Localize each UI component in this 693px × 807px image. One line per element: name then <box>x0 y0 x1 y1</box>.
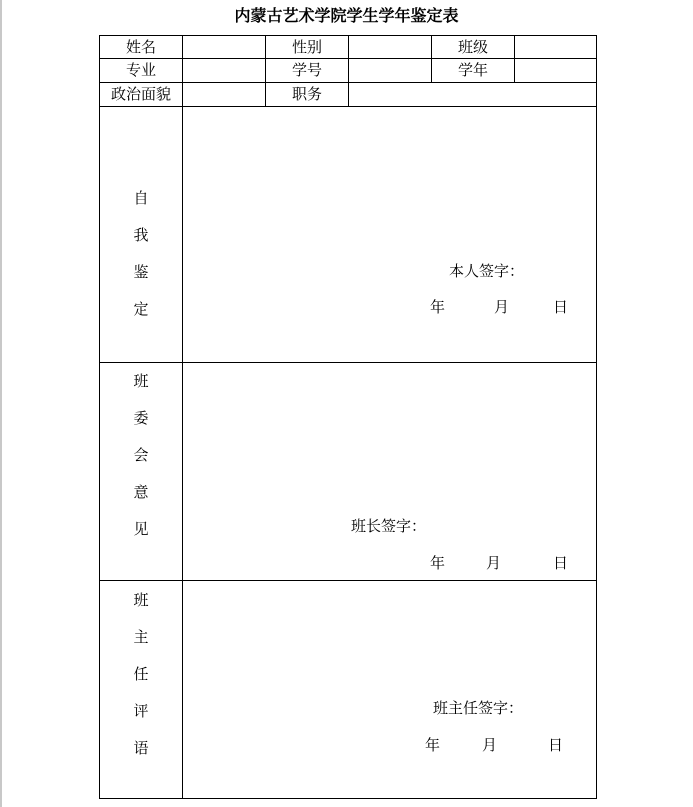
table-border-bottom <box>99 798 597 799</box>
table-border-right <box>596 35 597 799</box>
head-teacher-signature-label: 班主任签字： <box>433 699 524 717</box>
date-day: 日 <box>553 554 569 572</box>
school-year-label: 学年 <box>457 61 488 79</box>
label-char: 语 <box>133 739 149 757</box>
self-evaluation-area[interactable] <box>183 107 596 362</box>
label-char: 委 <box>133 409 149 427</box>
class-label: 班级 <box>457 38 488 56</box>
date-month: 月 <box>486 554 502 572</box>
class-field[interactable] <box>515 36 596 59</box>
teacher-comment-area[interactable] <box>183 581 596 798</box>
teacher-comment-label <box>100 588 182 773</box>
position-field[interactable] <box>349 83 596 106</box>
major-field[interactable] <box>183 59 265 82</box>
gender-label: 性别 <box>291 38 322 56</box>
self-evaluation-label <box>100 186 182 334</box>
label-char: 评 <box>133 702 149 720</box>
date-year: 年 <box>430 554 446 572</box>
date-day: 日 <box>553 298 569 316</box>
name-label: 姓名 <box>125 38 156 56</box>
self-signature-label: 本人签字： <box>449 262 525 280</box>
label-char: 见 <box>133 520 149 538</box>
date-year: 年 <box>430 298 446 316</box>
date-month: 月 <box>482 736 498 754</box>
date-year: 年 <box>425 736 441 754</box>
student-id-field[interactable] <box>349 59 431 82</box>
label-char: 班 <box>133 591 149 609</box>
committee-opinion-label <box>100 369 182 554</box>
page-edge <box>0 0 2 807</box>
label-char: 班 <box>133 372 149 390</box>
position-label: 职务 <box>291 85 322 103</box>
label-char: 定 <box>133 300 149 318</box>
major-label: 专业 <box>125 61 156 79</box>
label-char: 鉴 <box>133 263 149 281</box>
label-char: 主 <box>133 628 149 646</box>
monitor-signature-label: 班长签字： <box>351 517 427 535</box>
label-char: 我 <box>133 226 149 244</box>
label-char: 任 <box>133 665 149 683</box>
political-status-field[interactable] <box>183 83 265 106</box>
committee-opinion-area[interactable] <box>183 363 596 580</box>
political-status-label: 政治面貌 <box>110 85 171 103</box>
name-field[interactable] <box>183 36 265 59</box>
date-day: 日 <box>548 736 564 754</box>
label-char: 会 <box>133 446 149 464</box>
form-title: 内蒙古艺术学院学生学年鉴定表 <box>234 6 459 25</box>
student-id-label: 学号 <box>291 61 322 79</box>
gender-field[interactable] <box>349 36 431 59</box>
school-year-field[interactable] <box>515 59 596 82</box>
label-char: 自 <box>133 189 149 207</box>
label-char: 意 <box>133 483 149 501</box>
date-month: 月 <box>494 298 510 316</box>
